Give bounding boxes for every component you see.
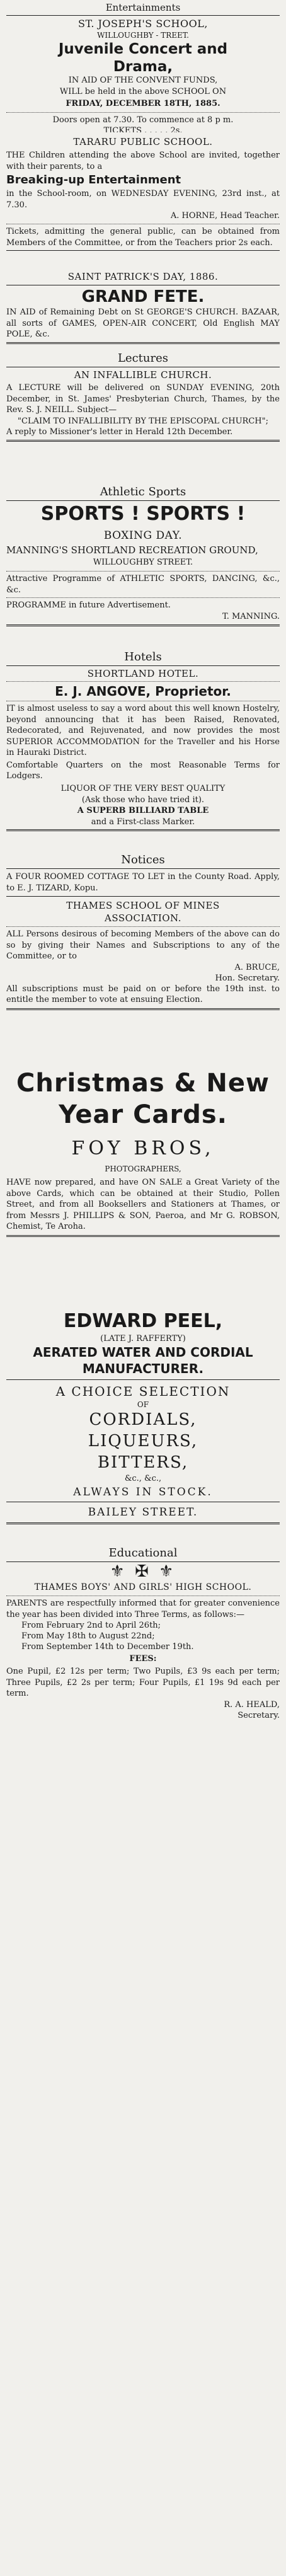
bitters-line: BITTERS,: [97, 1453, 189, 1472]
fete-title: GRAND FETE.: [81, 287, 205, 306]
fees-heading: FEES:: [129, 1654, 157, 1664]
concert-title-2: Drama,: [113, 59, 173, 75]
school-name: ST. JOSEPH'S SCHOOL,: [78, 18, 208, 30]
section-heading: Notices: [121, 853, 165, 866]
etc-line: &c., &c.,: [124, 1474, 162, 1483]
hotels-section: [6, 649, 280, 849]
crest-icon: ⚜ ✠ ⚜: [110, 1562, 176, 1581]
school-name: TARARU PUBLIC SCHOOL.: [73, 136, 213, 147]
programme-text: Attractive Programme of ATHLETIC SPORTS, DANCING, &c., &c.: [6, 574, 280, 595]
secretary: Secretary.: [237, 1710, 280, 1720]
st-josephs-ad: [6, 18, 280, 132]
mines-title: THAMES SCHOOL OF MINES: [66, 900, 220, 911]
athletic-section: [6, 484, 280, 647]
fete-text: IN AID of Remaining Debt on St GEORGE'S CHURCH. BAZAAR, all sorts of GAMES, OPEN-AIR CONCERT, Old English MAY POLE, &c.: [6, 308, 280, 339]
date-line: FRIDAY, DECEMBER 18TH, 1885.: [66, 99, 220, 108]
late-line: (LATE J. RAFFERTY): [100, 1334, 186, 1343]
edward-peel-ad: [6, 1309, 280, 1543]
sports-title: SPORTS ! SPORTS !: [40, 503, 246, 525]
concert-title: Juvenile Concert and: [58, 41, 228, 57]
heading: SAINT PATRICK'S DAY, 1886.: [67, 271, 219, 282]
breaking-up-title: Breaking-up Entertainment: [6, 173, 181, 187]
lecture-reply: A reply to Missioner's letter in Herald 12th December.: [6, 427, 233, 437]
invite-text: THE Children attending the above School are invited, together with their parents, to a: [6, 151, 280, 171]
hotel-name: SHORTLAND HOTEL.: [87, 668, 199, 679]
section-heading: Educational: [108, 1546, 178, 1560]
section-heading: Athletic Sports: [100, 485, 186, 498]
lecture-claim: "CLAIM TO INFALLIBILITY BY THE EPISCOPAL CHURCH";: [18, 416, 268, 426]
christmas-cards-ad: [6, 1067, 280, 1307]
educational-section: [6, 1545, 280, 1753]
terms-intro: PARENTS are respectfully informed that for greater convenience the year has been divided into Three Terms, as follows:—: [6, 1599, 280, 1619]
doors-line: Doors open at 7.30. To commence at 8 p m.: [52, 115, 234, 125]
lodgers-text: Comfortable Quarters on the most Reasonable Terms for Lodgers.: [6, 760, 280, 781]
signature: T. MANNING.: [222, 612, 280, 621]
mines-text: ALL Persons desirous of becoming Members of the above can do so by giving their Names and Subscriptions to any of the Committee, or to: [6, 929, 280, 961]
future-ad: PROGRAMME in future Advertisement.: [6, 601, 171, 610]
mines-title-2: ASSOCIATION.: [105, 912, 181, 924]
held-line: WILL be held in the above SCHOOL ON: [59, 87, 227, 96]
photographers: PHOTOGRAPHERS,: [105, 1164, 181, 1173]
foy-bros: FOY BROS,: [71, 1137, 215, 1159]
school-name: THAMES BOYS' AND GIRLS' HIGH SCHOOL.: [34, 1582, 252, 1592]
tararu-ad: [6, 135, 280, 267]
street-name: WILLOUGHBY - TREET.: [97, 31, 189, 40]
street-line: BAILEY STREET.: [88, 1506, 198, 1519]
tickets-line: TICKETS . . . . . 2s.: [103, 126, 183, 132]
section-heading: Hotels: [124, 650, 162, 664]
term-1: From February 2nd to April 26th;: [21, 1621, 161, 1630]
notices-section: [6, 852, 280, 1065]
lecture-title: AN INFALLIBLE CHURCH.: [74, 369, 212, 381]
liqueurs-line: LIQUEURS,: [88, 1432, 198, 1451]
section-heading: Entertainments: [105, 2, 181, 13]
stock-line: ALWAYS IN STOCK.: [73, 1486, 213, 1498]
entertainments-header: [6, 0, 280, 16]
section-heading: Lectures: [117, 352, 168, 365]
lecture-text: A LECTURE will be delivered on SUNDAY EVENING, 20th December, in St. James' Presbyterian Church, Thames, by the Rev. S. J. NEILL. Subject—: [6, 383, 280, 415]
ask-line: (Ask those who have tried it).: [81, 795, 205, 805]
signature: A. HORNE, Head Teacher.: [170, 211, 280, 221]
signature: A. BRUCE,: [234, 962, 280, 972]
liquor-line: LIQUOR OF THE VERY BEST QUALITY: [60, 783, 226, 793]
signature: R. A. HEALD,: [224, 1699, 280, 1710]
term-3: From September 14th to December 19th.: [21, 1642, 194, 1652]
proprietor: E. J. ANGOVE, Proprietor.: [55, 684, 231, 699]
cottage-ad: A FOUR ROOMED COTTAGE TO LET in the County Road. Apply, to E. J. TIZARD, Kopu.: [6, 872, 280, 893]
hotel-text: IT is almost useless to say a word about this well known Hostelry, beyond announcing that it has been Raised, Renovated, Redecorated, and Rejuvenated, and now provides the most SUPERIOR ACCOMMODATION for the Traveller and his Horse in Hauraki District.: [6, 704, 280, 757]
term-2: From May 18th to August 22nd;: [21, 1631, 155, 1641]
ground-name: MANNING'S SHORTLAND RECREATION GROUND,: [6, 544, 258, 556]
lectures-section: [6, 350, 280, 481]
choice-line: A CHOICE SELECTION: [55, 1384, 231, 1399]
cards-text: HAVE now prepared, and have ON SALE a Great Variety of the above Cards, which can be obtained at their Studio, Pollen Street, and from all Booksellers and Stationers at Thames, or from Messrs J. PHILLIPS & SON, Paeroa, and Mr G. ROBSON, Chemist, Te Aroha.: [6, 1178, 280, 1231]
cordials-line: CORDIALS,: [89, 1410, 197, 1429]
venue-text: in the School-room, on WEDNESDAY EVENING, 23rd inst., at 7.30.: [6, 189, 280, 210]
peel-name: EDWARD PEEL,: [63, 1310, 223, 1332]
manufacturer-line: MANUFACTURER.: [82, 1361, 204, 1376]
street-name: WILLOUGHBY STREET.: [93, 558, 193, 567]
fees-text: One Pupil, £2 12s per term; Two Pupils, £3 9s each per term; Three Pupils, £2 2s per term; Four Pupils, £1 19s 9d each per term.: [6, 1667, 280, 1698]
christmas-title-2: Year Cards.: [59, 1100, 227, 1129]
billiard-line: A SUPERB BILLIARD TABLE: [77, 805, 209, 815]
tickets-text: Tickets, admitting the general public, can be obtained from Members of the Committee, or from the Teachers prior 2s each.: [6, 227, 280, 248]
of-line: OF: [137, 1400, 149, 1409]
marker-line: and a First-class Marker.: [91, 817, 195, 827]
st-patricks-ad: [6, 270, 280, 348]
christmas-title: Christmas & New: [16, 1069, 270, 1098]
boxing-day: BOXING DAY.: [103, 529, 183, 542]
aerated-line: AERATED WATER AND CORDIAL: [33, 1345, 253, 1360]
secretary: Hon. Secretary.: [215, 973, 280, 983]
mines-text-2: All subscriptions must be paid on or before the 19th inst. to entitle the member to vote at ensuing Election.: [6, 984, 280, 1004]
aid-line: IN AID OF THE CONVENT FUNDS,: [68, 76, 218, 85]
